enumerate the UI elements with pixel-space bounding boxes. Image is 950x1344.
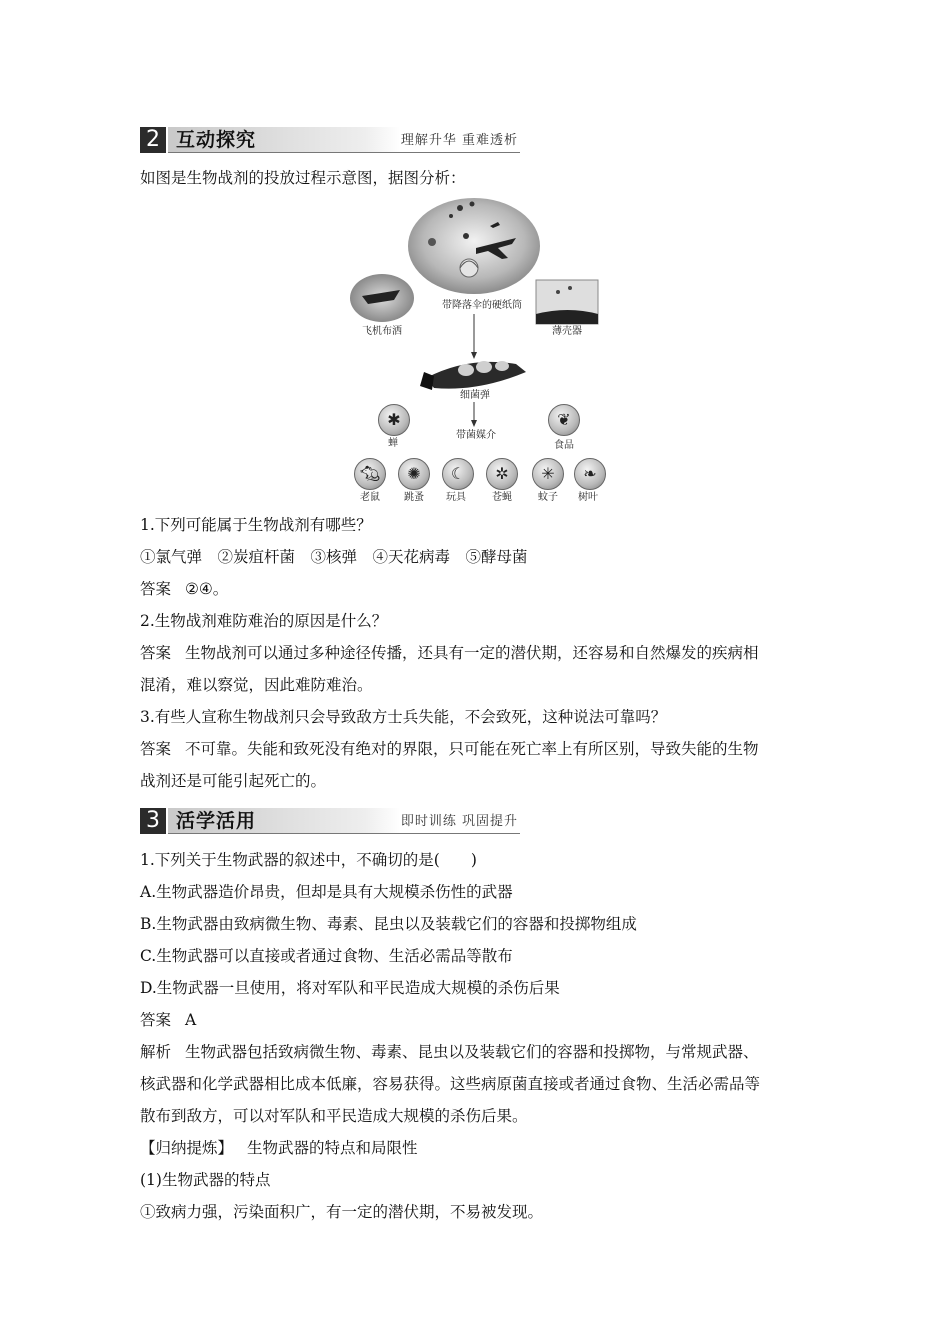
intro-text: 如图是生物战剂的投放过程示意图，据图分析： [140,169,466,187]
section-subtitle: 理解升华 重难透析 [400,133,518,148]
section-title: 活学活用 [176,810,257,832]
question-1-options: ①氯气弹 ②炭疽杆菌 ③核弹 ④天花病毒 ⑤酵母菌 [140,548,528,566]
section-number: 2 [140,127,166,153]
answer-1 [140,578,820,600]
analysis-text: 生物武器包括致病微生物、毒素、昆虫以及装载它们的容器和投掷物，与常规武器、 [185,1043,759,1061]
answer-text: 生物战剂可以通过多种途径传播，还具有一定的潜伏期，还容易和自然爆发的疾病相 [185,644,759,662]
summary-title: 生物武器的特点和局限性 [247,1139,418,1157]
delivery-diagram [348,196,610,508]
section-header-2 [140,127,520,153]
option-b: B.生物武器由致病微生物、毒素、昆虫以及装载它们的容器和投掷物组成 [140,915,637,933]
label-toy: 玩具 [446,492,466,503]
flea-icon: ✺ [398,458,430,490]
summary-item-1: (1)生物武器的特点 [140,1171,271,1189]
label-thin-shell: 薄壳器 [552,326,582,337]
answer-text: 不可靠。失能和致死没有绝对的界限，只可能在死亡率上有所区别，导致失能的生物 [185,740,759,758]
practice-answer [140,1009,820,1031]
mosquito-icon: ✳ [532,458,564,490]
answer-label: 答案 [140,740,172,758]
section-title: 互动探究 [176,129,257,151]
section-number: 3 [140,808,166,834]
answer-label: 答案 [140,644,172,662]
section-subtitle: 即时训练 巩固提升 [400,814,518,829]
answer-3-cont: 战剂还是可能引起死亡的。 [140,772,327,790]
practice-analysis-cont-2: 散布到敌方，可以对军队和平民造成大规模的杀伤后果。 [140,1107,528,1125]
answer-text: A [185,1011,197,1029]
mouse-icon: 🐀︎ [354,458,386,490]
cicada-icon: ✱ [378,404,410,436]
section-header-3 [140,808,520,834]
label-fly: 苍蝇 [492,492,512,503]
toy-icon: ☾ [442,458,474,490]
section-rule [168,833,520,834]
answer-3 [140,738,820,760]
analysis-label: 解析 [140,1043,172,1061]
label-food: 食品 [554,440,574,451]
food-icon: ❦ [548,404,580,436]
bacteria-bomb-icon [420,361,526,390]
label-medium: 带菌媒介 [456,430,496,441]
diagram-graphics [348,196,610,508]
leaf-icon: ❧ [574,458,606,490]
practice-analysis [140,1041,820,1063]
practice-analysis-cont-1: 核武器和化学武器相比成本低廉，容易获得。这些病原菌直接或者通过食物、生活必需品等 [140,1075,761,1093]
question-1: 1.下列可能属于生物战剂有哪些？ [140,516,372,534]
option-c: C.生物武器可以直接或者通过食物、生活必需品等散布 [140,947,513,965]
answer-2-cont: 混淆，难以察觉，因此难防难治。 [140,676,373,694]
label-mosquito: 蚊子 [538,492,558,503]
option-a: A.生物武器造价昂贵，但却是具有大规模杀伤性的武器 [140,883,513,901]
answer-label: 答案 [140,1011,172,1029]
label-leaf: 树叶 [578,492,598,503]
option-d: D.生物武器一旦使用，将对军队和平民造成大规模的杀伤后果 [140,979,560,997]
answer-label: 答案 [140,580,172,598]
summary-tag: 【归纳提炼】 [140,1139,234,1157]
question-2: 2.生物战剂难防难治的原因是什么？ [140,612,388,630]
summary-heading [140,1137,820,1159]
practice-question-1: 1.下列关于生物武器的叙述中，不确切的是( ) [140,851,477,869]
section-rule [168,152,520,153]
answer-text: ②④。 [185,580,229,598]
label-bomb: 细菌弹 [460,390,490,401]
sky-scene-image [408,198,540,294]
label-flea: 跳蚤 [404,492,424,503]
label-paper-tube: 带降落伞的硬纸筒 [442,300,522,311]
answer-2 [140,642,820,664]
label-mouse: 老鼠 [360,492,380,503]
summary-item-1-1: ①致病力强，污染面积广，有一定的潜伏期，不易被发现。 [140,1203,544,1221]
fly-icon: ✲ [486,458,518,490]
label-cicada: 蝉 [388,438,398,449]
label-airplane: 飞机布洒 [362,326,402,337]
question-3: 3.有些人宣称生物战剂只会导致敌方士兵失能，不会致死，这种说法可靠吗？ [140,708,667,726]
